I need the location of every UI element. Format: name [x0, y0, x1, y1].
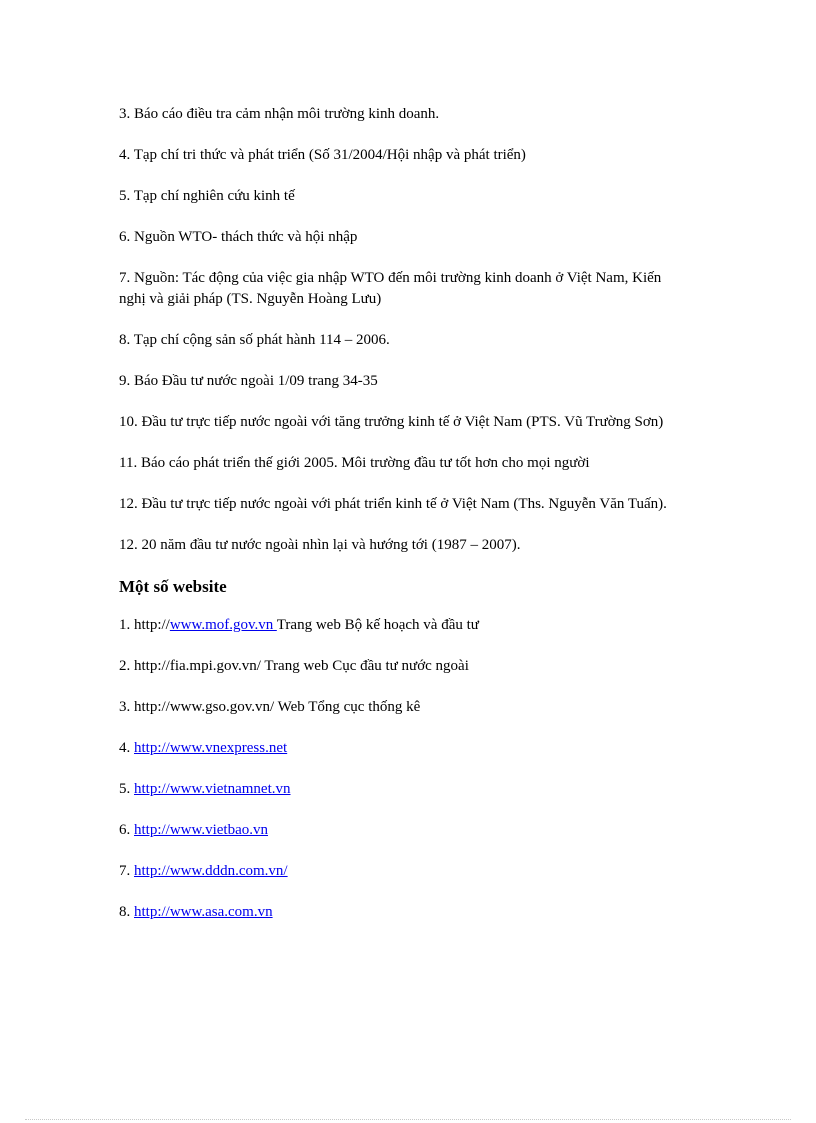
- website-item-5: [119, 779, 679, 800]
- reference-item-8: 8. Tạp chí cộng sản số phát hành 114 – 2006.: [119, 332, 390, 348]
- reference-item-11: 11. Báo cáo phát triển thế giới 2005. Môi trường đầu tư tốt hơn cho mọi người: [119, 455, 590, 471]
- website-text: 2. http://fia.mpi.gov.vn/ Trang web Cục đầu tư nước ngoài: [119, 658, 469, 674]
- website-link[interactable]: http://www.vnexpress.net: [134, 740, 288, 756]
- website-item-2: [119, 656, 679, 677]
- website-item-8: [119, 902, 679, 923]
- website-prefix: 4.: [119, 740, 134, 756]
- website-item-4: [119, 738, 679, 759]
- reference-item-7: 7. Nguồn: Tác động của việc gia nhập WTO đến môi trường kinh doanh ở Việt Nam, Kiến nghị và giải pháp (TS. Nguyễn Hoàng Lưu): [119, 270, 662, 307]
- reference-item-4: 4. Tạp chí tri thức và phát triển (Số 31/2004/Hội nhập và phát triển): [119, 147, 526, 163]
- document-page: [119, 104, 679, 943]
- website-prefix: 7.: [119, 863, 134, 879]
- website-link[interactable]: www.mof.gov.vn: [169, 617, 277, 633]
- website-description: Trang web Bộ kế hoạch và đầu tư: [276, 617, 479, 633]
- reference-item-5: 5. Tạp chí nghiên cứu kinh tế: [119, 188, 295, 204]
- website-item-1: [119, 615, 679, 636]
- website-prefix: 5.: [119, 781, 134, 797]
- reference-item-10: 10. Đầu tư trực tiếp nước ngoài với tăng trưởng kinh tế ở Việt Nam (PTS. Vũ Trường Sơn): [119, 414, 664, 430]
- reference-item-3: 3. Báo cáo điều tra cảm nhận môi trường kinh doanh.: [119, 106, 440, 122]
- website-item-3: [119, 697, 679, 718]
- website-prefix: 8.: [119, 904, 134, 920]
- website-link[interactable]: http://www.vietbao.vn: [134, 822, 269, 838]
- website-prefix: 6.: [119, 822, 134, 838]
- reference-item-6: 6. Nguồn WTO- thách thức và hội nhập: [119, 229, 358, 245]
- website-link[interactable]: http://www.asa.com.vn: [134, 904, 273, 920]
- reference-item-12a: 12. Đầu tư trực tiếp nước ngoài với phát triển kinh tế ở Việt Nam (Ths. Nguyễn Văn Tuấn).: [119, 496, 667, 512]
- website-text: 3. http://www.gso.gov.vn/ Web Tổng cục thống kê: [119, 699, 421, 715]
- website-item-7: [119, 861, 679, 882]
- websites-heading: Một số website: [119, 577, 227, 596]
- page-bottom-rule: [25, 1119, 791, 1120]
- reference-item-9: 9. Báo Đầu tư nước ngoài 1/09 trang 34-35: [119, 373, 378, 389]
- website-link[interactable]: http://www.vietnamnet.vn: [134, 781, 291, 797]
- reference-item-12b: 12. 20 năm đầu tư nước ngoài nhìn lại và hướng tới (1987 – 2007).: [119, 537, 521, 553]
- website-link[interactable]: http://www.dddn.com.vn/: [134, 863, 288, 879]
- website-item-6: [119, 820, 679, 841]
- website-prefix: 1. http://: [119, 617, 170, 633]
